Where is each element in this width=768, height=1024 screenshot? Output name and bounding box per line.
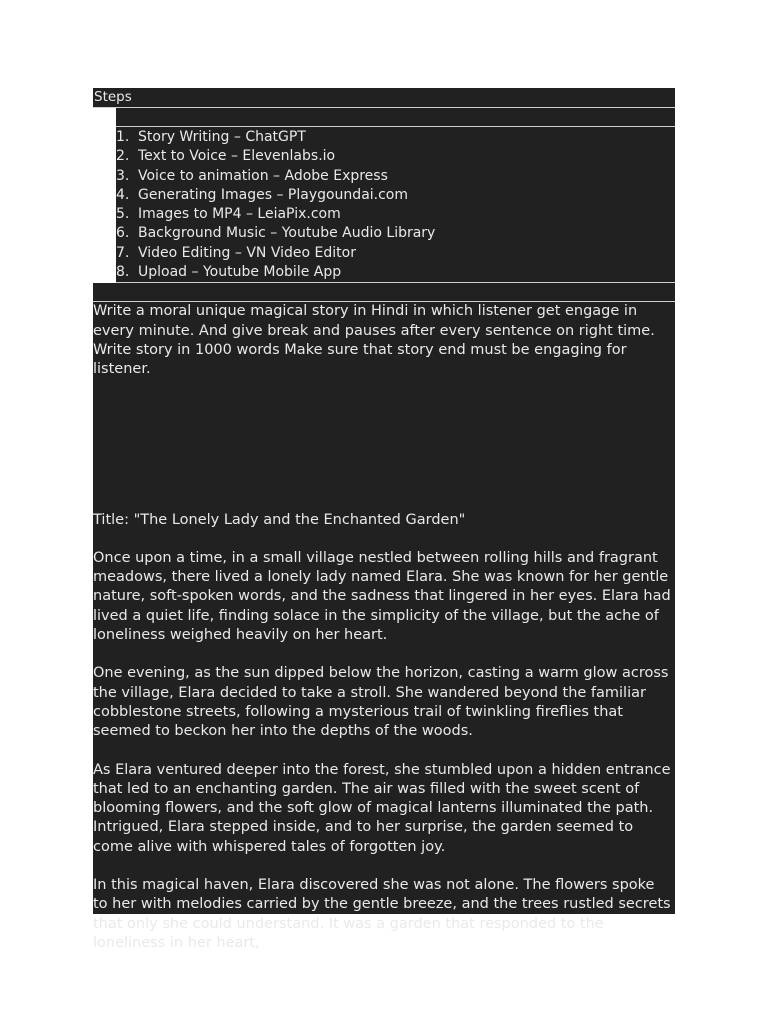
list-item <box>116 263 675 282</box>
list-item <box>116 224 675 243</box>
list-item <box>116 205 675 224</box>
step-text: Background Music – Youtube Audio Library <box>138 225 436 242</box>
step-text: Upload – Youtube Mobile App <box>138 264 342 281</box>
story-paragraph: One evening, as the sun dipped below the horizon, casting a warm glow across the village, Elara decided to take a stroll. She wandered beyond the familiar cobblestone streets, following a mysterious trail of twinkling fireflies that seemed to beckon her into the depths of the woods. <box>93 665 669 740</box>
step-number: 6. <box>116 225 130 242</box>
step-text: Generating Images – Playgoundai.com <box>138 186 409 203</box>
step-text: Images to MP4 – LeiaPix.com <box>138 206 341 223</box>
list-item <box>116 186 675 205</box>
steps-heading: Steps <box>93 88 675 108</box>
list-item <box>116 244 675 263</box>
prompt-text: Write a moral unique magical story in Hindi in which listener get engage in every minute. And give break and pauses after every sentence on right time. Write story in 1000 words Make sure that story end must be engaging for listener. <box>93 303 655 378</box>
step-number: 3. <box>116 167 130 184</box>
document <box>93 88 675 951</box>
blank-space <box>93 380 671 511</box>
section-divider <box>93 283 675 302</box>
step-text: Text to Voice – Elevenlabs.io <box>138 148 336 165</box>
list-item <box>116 147 675 166</box>
list-item <box>116 167 675 186</box>
steps-spacer <box>116 108 675 127</box>
step-text: Voice to animation – Adobe Express <box>138 167 388 184</box>
step-number: 7. <box>116 244 130 261</box>
story-paragraph: As Elara ventured deeper into the forest, she stumbled upon a hidden entrance that led to an enchanting garden. The air was filled with the sweet scent of blooming flowers, and the soft glow of magical lanterns illuminated the path. Intrigued, Elara stepped inside, and to her surprise, the garden seemed to come alive with whispered tales of forgotten joy. <box>93 761 671 855</box>
step-number: 8. <box>116 264 130 281</box>
story-title: Title: "The Lonely Lady and the Enchanted Garden" <box>93 511 466 528</box>
story-paragraph: Once upon a time, in a small village nestled between rolling hills and fragrant meadows, there lived a lonely lady named Elara. She was known for her gentle nature, soft-spoken words, and the sadness that lingered in her eyes. Elara had lived a quiet life, finding solace in the simplicity of the village, but the ache of loneliness weighed heavily on her heart. <box>93 549 671 644</box>
step-number: 2. <box>116 148 130 165</box>
step-text: Story Writing – ChatGPT <box>138 129 306 145</box>
story-block <box>93 302 675 951</box>
step-number: 5. <box>116 206 130 223</box>
step-text: Video Editing – VN Video Editor <box>138 244 356 261</box>
step-number: 1. <box>116 129 130 145</box>
story-paragraph: In this magical haven, Elara discovered she was not alone. The flowers spoke to her with melodies carried by the gentle breeze, and the trees rustled secrets that only she could understand. It was a garden that responded to the loneliness in her heart, <box>93 877 671 951</box>
steps-list <box>116 127 675 283</box>
step-number: 4. <box>116 186 130 203</box>
list-item <box>116 128 675 147</box>
